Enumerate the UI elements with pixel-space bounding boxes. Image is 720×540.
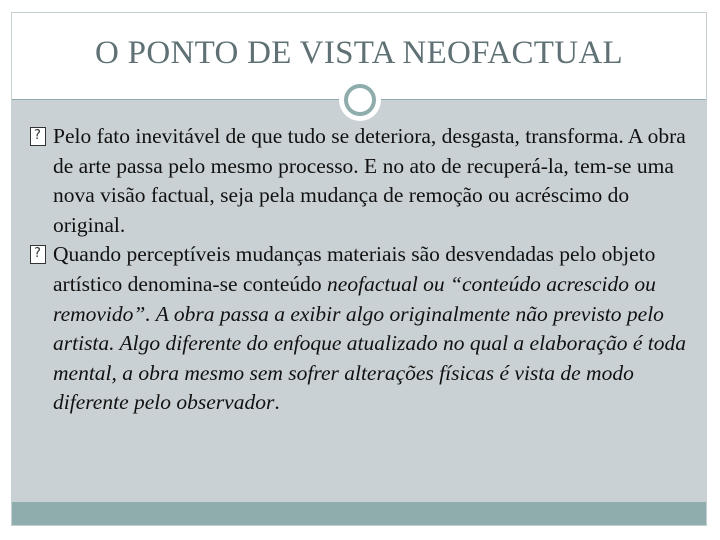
bullet-item [30,240,698,418]
body-text [30,122,698,418]
bullet-text-tail: . [274,390,280,415]
bullet-text-italic: neofactual ou “conteúdo acrescido ou removido”. A obra passa a exibir algo originalmente não previsto pelo artista. Algo diferente do enfoque atualizado no qual a elaboração é toda mental, a obra mesmo sem sofrer alterações físicas é vista de modo diferente pelo observador [53,271,687,415]
slide-title: O PONTO DE VISTA NEOFACTUAL [95,35,623,71]
bullet-item [30,122,698,240]
bullet-text: Quando perceptíveis mudanças materiais são desvendadas pelo objeto artístico denomina-se conteúdo [53,242,656,296]
bullet-text: Pelo fato inevitável de que tudo se deteriora, desgasta, transforma. A obra de arte passa pelo mesmo processo. E no ato de recuperá-la, tem-se uma nova visão factual, seja pela mudança de remoção ou acréscimo do original. [53,124,686,237]
